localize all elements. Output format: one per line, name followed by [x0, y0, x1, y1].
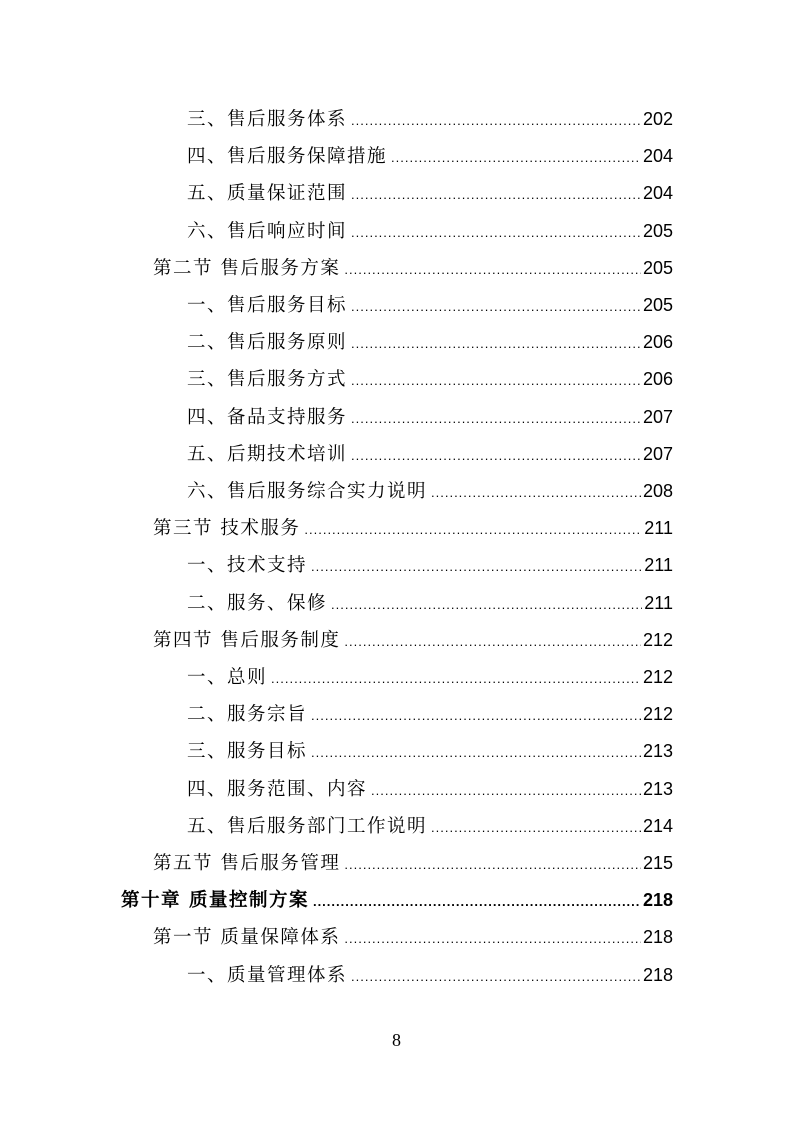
toc-entry-title: 一、总则 — [187, 667, 268, 688]
toc-entry[interactable] — [187, 473, 673, 510]
toc-entry-page: 212 — [642, 704, 673, 725]
toc-entry[interactable] — [187, 436, 673, 473]
toc-entry[interactable] — [187, 324, 673, 361]
dot-leader — [344, 920, 641, 957]
toc-entry-title: 第一节 质量保障体系 — [153, 927, 341, 949]
toc-entry-title: 四、服务范围、内容 — [187, 778, 368, 800]
toc-entry-title: 五、后期技术培训 — [187, 443, 348, 465]
toc-entry[interactable] — [187, 138, 673, 175]
toc-entry[interactable] — [187, 659, 673, 696]
toc-entry[interactable] — [187, 696, 673, 733]
toc-entry-title: 三、售后服务体系 — [187, 109, 348, 130]
dot-leader — [391, 139, 641, 176]
toc-entry[interactable] — [187, 733, 673, 770]
toc-entry-title: 六、售后响应时间 — [187, 220, 348, 242]
toc-entry[interactable] — [153, 622, 673, 659]
toc-entry-title: 六、售后服务综合实力说明 — [187, 481, 428, 502]
toc-entry[interactable] — [187, 175, 673, 212]
toc-entry-title: 二、服务宗旨 — [187, 704, 308, 726]
toc-entry-page: 206 — [642, 332, 673, 353]
toc-entry-title: 一、质量管理体系 — [187, 964, 348, 986]
toc-entry[interactable] — [153, 510, 673, 547]
dot-leader — [351, 400, 641, 437]
toc-entry-page: 208 — [642, 481, 673, 501]
dot-leader — [344, 623, 641, 660]
toc-entry-title: 第五节 售后服务管理 — [153, 853, 341, 874]
dot-leader — [351, 176, 641, 213]
toc-entry[interactable] — [187, 771, 673, 808]
dot-leader — [313, 883, 641, 920]
toc-entry-title: 四、售后服务保障措施 — [187, 146, 388, 168]
dot-leader — [351, 958, 641, 995]
toc-entry[interactable] — [187, 808, 673, 845]
toc-entry-page: 218 — [642, 964, 673, 985]
toc-entry-page: 205 — [642, 295, 673, 315]
toc-entry-page: 212 — [642, 667, 673, 687]
dot-leader — [311, 548, 642, 585]
toc-entry[interactable] — [153, 845, 673, 882]
dot-leader — [271, 660, 641, 697]
toc-entry-title: 三、售后服务方式 — [187, 369, 348, 391]
toc-entry-page: 214 — [642, 815, 673, 836]
dot-leader — [371, 772, 641, 809]
dot-leader — [431, 809, 641, 846]
toc-entry-page: 211 — [644, 518, 673, 539]
dot-leader — [351, 325, 641, 362]
toc-entry-page: 204 — [642, 146, 673, 167]
dot-leader — [304, 511, 642, 548]
toc-entry[interactable] — [187, 957, 673, 994]
toc-entry-page: 213 — [642, 778, 673, 799]
toc-entry[interactable] — [187, 399, 673, 436]
dot-leader — [351, 288, 641, 325]
dot-leader — [331, 586, 642, 623]
toc-entry[interactable] — [187, 213, 673, 250]
toc-entry-title: 二、售后服务原则 — [187, 332, 348, 354]
toc-entry-title: 一、售后服务目标 — [187, 295, 348, 316]
dot-leader — [311, 734, 641, 771]
toc-entry-page: 218 — [642, 890, 673, 911]
toc-entry-page: 211 — [644, 555, 673, 576]
toc-entry[interactable] — [187, 585, 673, 622]
toc-entry-page: 205 — [642, 257, 673, 278]
toc-entry-page: 207 — [642, 443, 673, 464]
toc-entry[interactable] — [121, 882, 673, 919]
toc-entry-page: 202 — [642, 109, 673, 129]
dot-leader — [431, 474, 641, 511]
toc-entry-title: 第十章 质量控制方案 — [121, 890, 309, 912]
toc-entry[interactable] — [153, 919, 673, 956]
toc-entry-page: 212 — [642, 629, 673, 650]
dot-leader — [351, 437, 641, 474]
toc-entry-title: 二、服务、保修 — [187, 592, 328, 614]
toc-entry-title: 三、服务目标 — [187, 741, 308, 763]
toc-entry[interactable] — [187, 101, 673, 138]
toc-entry[interactable] — [187, 287, 673, 324]
toc-entry-title: 第二节 售后服务方案 — [153, 257, 341, 279]
toc-entry-title: 第三节 技术服务 — [153, 518, 301, 540]
dot-leader — [351, 362, 641, 399]
toc-entry-page: 206 — [642, 369, 673, 390]
toc-entry-title: 一、技术支持 — [187, 555, 308, 577]
toc-entry-page: 204 — [642, 183, 673, 204]
dot-leader — [351, 102, 641, 139]
toc-entry-title: 四、备品支持服务 — [187, 406, 348, 428]
page-number: 8 — [392, 1030, 401, 1050]
toc-entry-page: 213 — [642, 741, 673, 762]
dot-leader — [344, 251, 641, 288]
toc-entry-title: 五、质量保证范围 — [187, 183, 348, 205]
toc-entry-title: 第四节 售后服务制度 — [153, 629, 341, 651]
toc-entry[interactable] — [187, 361, 673, 398]
toc-entry-page: 218 — [642, 927, 673, 948]
toc-entry[interactable] — [187, 547, 673, 584]
dot-leader — [311, 697, 641, 734]
toc-entry-page: 207 — [642, 406, 673, 427]
toc-entry-page: 215 — [642, 853, 673, 873]
dot-leader — [351, 214, 641, 251]
toc-entry-page: 205 — [642, 220, 673, 241]
toc-entry[interactable] — [153, 250, 673, 287]
dot-leader — [344, 846, 641, 883]
toc-entry-title: 五、售后服务部门工作说明 — [187, 815, 428, 837]
toc-entry-page: 211 — [644, 592, 673, 613]
